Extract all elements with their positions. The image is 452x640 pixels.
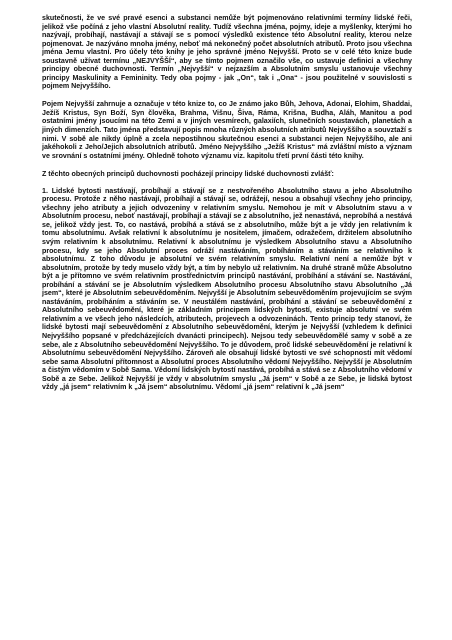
paragraph-gap bbox=[42, 91, 412, 100]
paragraph-2: Pojem Nejvyšší zahrnuje a označuje v této knize to, co Je známo jako Bůh, Jehova, Adonai, Elohim, Shaddai, Ježíš Kristus, Syn Boží, Syn člověka, Brahma, Višnu, Šiva, Ráma, Krišna, Budha, Aláh, Manitou a pod ostatními jmény jsoucími na této Zemi a v jiných vesmírech, galaxiích, slunečních soustavách, planetách a jiných dimenzích. Tato jména představují popis mnoha různých absolutních atributů Nejvyššího a souvztaží s nimi. V sobě ale nikdy úplně a zcela nepostihnou skutečnou esenci a substanci nejen Nejvyššího, ale ani jakéhokoli z Jeho/Jejich absolutních atributů. Jméno Nejvyššího „Ježíš Kristus“ má zvláštní místo a význam ve srovnání s ostatními jmény. Ohledně tohoto významu viz. kapitolu třetí první části této knihy. bbox=[42, 100, 412, 160]
document-page bbox=[42, 14, 412, 392]
paragraph-1: skutečnosti, že ve své pravé esenci a substanci nemůže být pojmenováno relativními termíny lidské řeči, jelikož vše počíná z jeho vlastní Absolutní reality. Tudíž všechna jména, pojmy, ideje a myšlenky, kterými ho nazývají, probíhají, nastávají a stávají se s pomocí výsledků existence této Absolutní reality, kterou nelze pojmenovat. Je nazýváno mnoha jmény, neboť má nekonečný počet absolutních atributů. Proto jsou všechna jména Jemu vlastní. Pro účely této knihy je jeho správné jméno Nejvyšší. Proto se v celé této knize bude soustavně užívat termínu „NEJVYŠŠÍ“, aby se tímto pojmem označilo vše, co ustavuje definici a všechny principy obecné duchovnosti. Termín „Nejvyšší“ v nejzazším a Absolutním smyslu ustanovuje všechny principy Maskulinity a Femininity. Tedy oba pojmy - jak „On“, tak i „Ona“ - jsou použitelné v souvislosti s pojmem Nejvyššího. bbox=[42, 14, 412, 91]
paragraph-3: Z těchto obecných principů duchovnosti pocházejí principy lidské duchovnosti zvlášť: bbox=[42, 169, 334, 178]
paragraph-4: 1. Lidské bytosti nastávají, probíhají a stávají se z nestvořeného Absolutního stavu a jeho Absolutního procesu. Protože z něho nastávají, probíhají a stávají se, odrážejí, nesou a obsahují všechny jeho principy, všechny jeho atributy a jejich odvozeniny v relativním smyslu. Nemohou je mít v Absolutním stavu a v Absolutním procesu, neboť nastávají, probíhají a stávají se z absolutního, jež nenastává, neprobíhá a nestává se, jelikož vždy jest. To, co nastává, probíhá a stává se z absolutního, může být a je vždy jen relativním k tomu absolutnímu. Avšak relativní k absolutnímu je nositelem, jímačem, odražečem, držitelem absolutního svým relativním k absolutnímu. Relativní k absolutnímu je výsledkem Absolutního stavu a Absolutního procesu, kdy se jeho Absolutní proces odráží nastáváním, probíháním a stáváním se relativního k absolutnímu. Z toho důvodu je absolutní ve svém relativním smyslu. Relativní není a nemůže být v absolutním, protože by tedy muselo vždy být, a tím by nebylo už relativním. Na druhé straně může Absolutno být a je přítomno ve svém relativním prostřednictvím principů nastávání, probíhání a stávání se. Nastávání, probíhání a stávání se je Absolutním výsledkem Absolutního procesu Absolutního stavu Absolutního „Já jsem“, které je Absolutním sebeuvědoměním. Nejvyšší je Absolutním sebeuvědoměním projevujícím se svým nastáváním, probíháním a stáváním se. V neustálém nastávání, probíhání a stávání se sebeuvědomění z Absolutního sebeuvědomění, které je základním principem lidských bytostí, existuje absolutní ve svém relativním a ve všech jeho následcích, atributech, projevech a odvozeninách. Tento princip tedy stanoví, že lidské bytosti mají sebeuvědomění z Absolutního sebeuvědomění, kterým je Nejvyšší (vzhledem k definici Nejvyššího popsané v předcházejících dvanácti principech). Nejsou tedy sebeuvědomělé samy v sobě a ze sebe, ale z Absolutního sebeuvědomění Nejvyššího. To je důvodem, proč lidské sebeuvědomění je relativní k Absolutnímu sebeuvědomění Nejvyššího. Zároveň ale obsahují lidské bytosti ve své schopnosti mít vědomí sebe sama Absolutní přítomnost a Absolutní proces Absolutního vědomí Nejvyššího. Nejvyšší je Absolutním a čistým vědomím v Sobě Sama. Vědomí lidských bytostí nastává, probíhá a stává se z Absolutního vědomí v Sobě a ze Sebe. Jelikož Nejvyšší je vždy v absolutním smyslu „Já jsem“ v Sobě a ze Sebe, je lidská bytost vždy „já jsem“ relativním k „Já jsem“ absolutnímu. Vědomí „já jsem“ relativní k „Já jsem“ bbox=[42, 186, 412, 392]
paragraph-gap bbox=[42, 160, 412, 169]
paragraph-gap bbox=[42, 178, 412, 187]
